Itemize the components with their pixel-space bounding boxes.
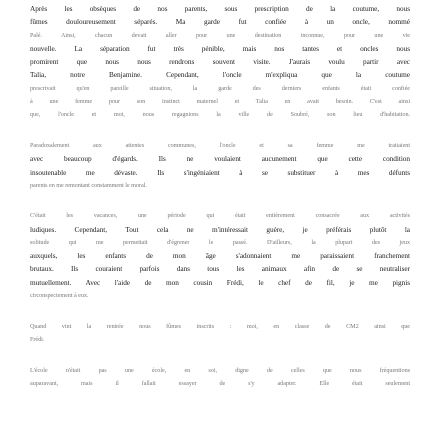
p5-line-2: auparavant, mais il fallait essayer de s'y adapter. Elle était seulement [30, 380, 410, 387]
p3-line-4: auxquels, les enfants de mon âge s'adonnaient me paraissaient franchement [30, 251, 410, 260]
p1-line-5: promirent que nous nous rendrons souvent visite. J'aurais voulu partir avec [30, 57, 410, 66]
p1-line-2: fûmes douloureusement séparés. Ma garde fut confiée à un oncle, nommé [30, 17, 410, 26]
p4-line-2: Frédi. [30, 336, 45, 343]
p3-line-1: C'était les vacances, une période qui était entièrement consacrée aux activités [30, 212, 410, 219]
p1-line-7: prescrivait qu'en pareille situation, la garde des derniers enfants était confiée [30, 85, 410, 92]
p3-line-3: solitude qui me permettait d'égrener le passé. D'ailleurs, la plupart des jeux [30, 239, 410, 246]
p1-line-1: Après les obsèques de nos parents, sous prescription de la coutume, nous [30, 4, 410, 13]
p1-line-4: nouvelle. La séparation fut très pénible, mais nos tantes et oncles nous [30, 44, 410, 53]
p2-line-3: insoutenable me dévaste. Ils s'ingéniaient à se substituer à mes défunts [30, 168, 410, 177]
p2-line-1: Paradoxalement aux attentes communes, l'oncle et sa femme me traitaient [30, 142, 410, 149]
p3-line-2: ludiques. Cependant, Tout cela ne m'intéressait guère, je préférais plutôt la [30, 225, 410, 234]
p1-line-3: Palé. Ainsi, chacun devait aller pour une destination inconnue, pour une vie [30, 32, 410, 39]
p2-line-2: avec beaucoup d'égards. Ils ne voulaient aucunement que cette condition [30, 154, 410, 163]
p2-line-4: parents en me remontant constamment le moral. [30, 182, 147, 189]
p4-line-1: Quand vint la rentrée nous fûmes inscrits : moi, en classe de CM2 ainsi que [30, 323, 410, 330]
p3-line-7: circonspectement à eux. [30, 292, 89, 299]
p1-line-9: que, l'oncle et moi, nous regagnions la ville de Soubré, son lieu d'habitation. [30, 111, 410, 118]
p5-line-1: L'école n'était pas une école, en soi, digne de celles que nous fréquentions [30, 367, 410, 374]
p3-line-6: mutuellement. Avec l'aide de mon cousin Frédi, le chef de fil, je me pignis [30, 278, 410, 287]
p3-line-5: brutaux. Ils couraient parfois dans tous les animaux afin de se neutraliser [30, 264, 410, 273]
p1-line-8: à une femme pour son instinct maternel et Talia en avait besoin. C'est ainsi [30, 98, 410, 105]
document-page [30, 0, 410, 438]
p1-line-6: Talia, notre Benjamine. Cependant, l'oncle m'expliqua que la coutume [30, 70, 410, 79]
